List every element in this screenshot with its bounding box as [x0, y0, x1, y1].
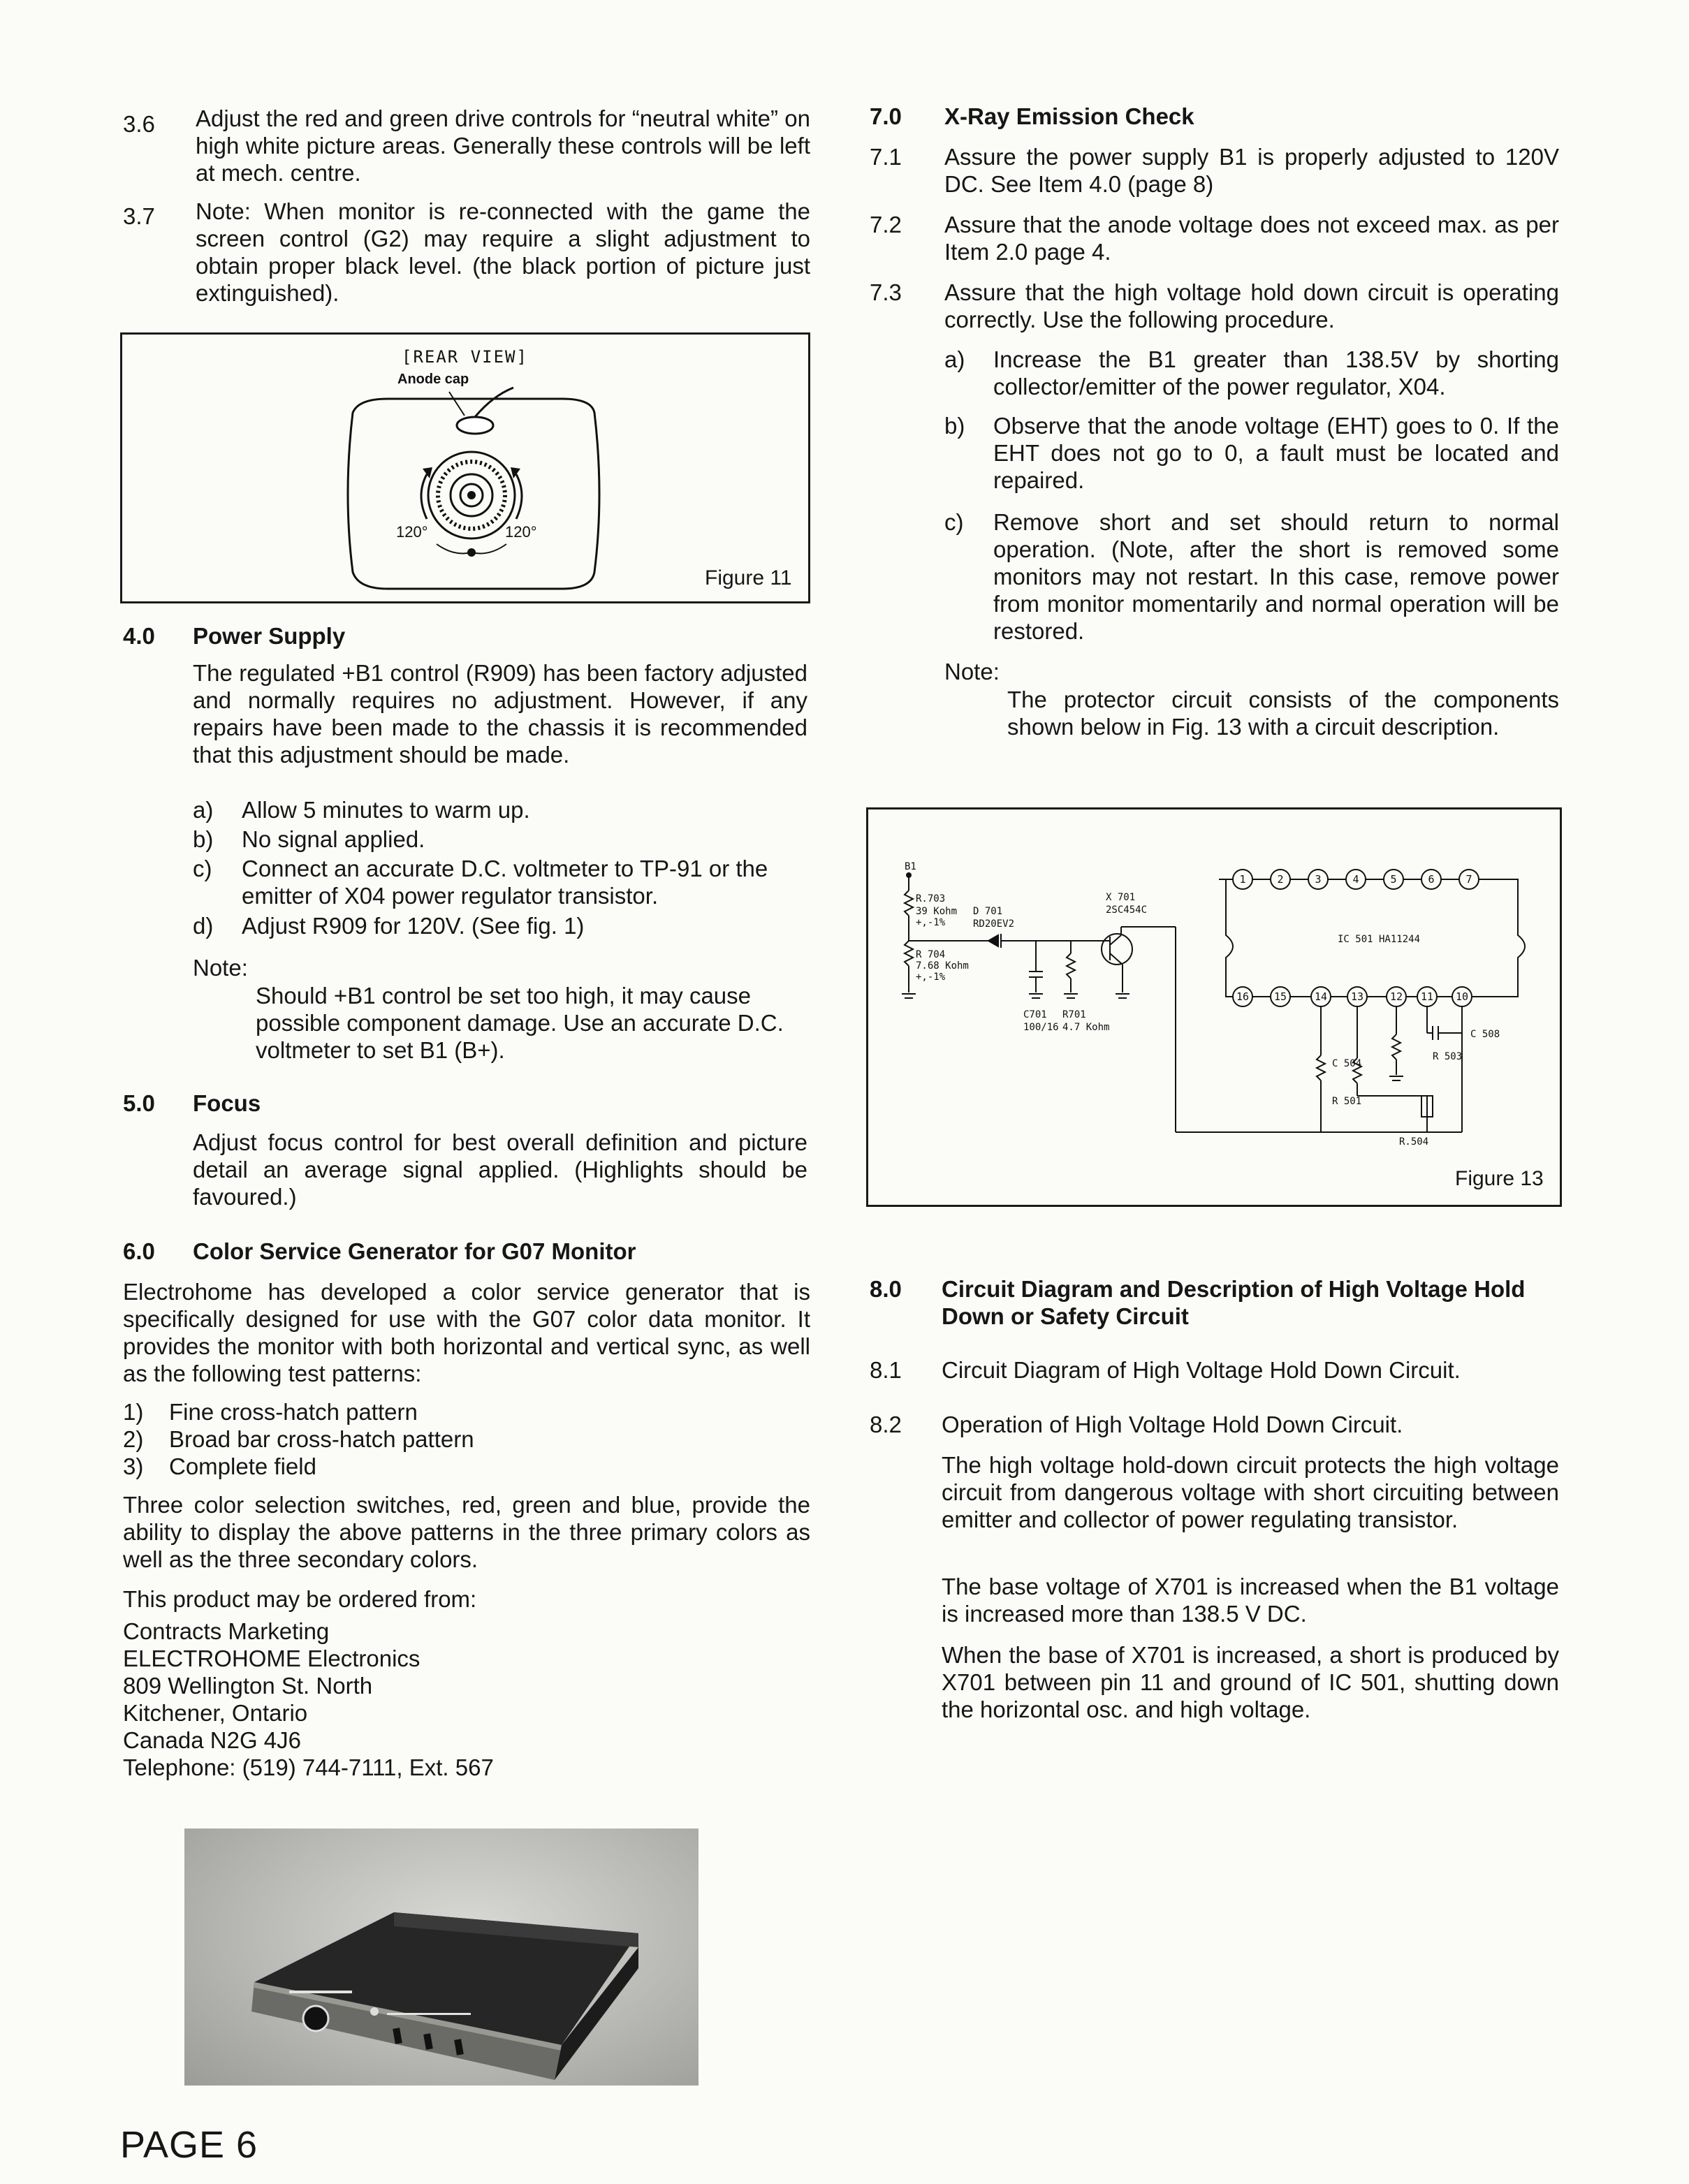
- section-7-2-text: Assure that the anode voltage does not exceed max. as per Item 2.0 page 4.: [944, 212, 1559, 265]
- section-number: 3.7: [123, 203, 155, 229]
- note-text: The protector circuit consists of the components shown below in Fig. 13 with a circuit description.: [1007, 687, 1559, 740]
- order-intro: This product may be ordered from:: [123, 1586, 477, 1612]
- section-number: 8.0: [870, 1276, 902, 1302]
- section-3-6-text: Adjust the red and green drive controls for “neutral white” on high white picture areas. Generally these controls will be left at mech. centre.: [196, 105, 810, 186]
- svg-text:39 Kohm: 39 Kohm: [916, 906, 958, 917]
- d701-label: D 701: [973, 906, 1003, 917]
- section-6-0-text: Electrohome has developed a color service generator that is specifically designed for use with the G07 color data monitor. It provides the monitor with both horizontal and vertical sync, as well as the following test patterns:: [123, 1279, 810, 1386]
- svg-text:6: 6: [1428, 873, 1435, 886]
- anode-cap: [457, 417, 493, 434]
- address-line: Canada N2G 4J6: [123, 1727, 301, 1753]
- list-label: c): [193, 856, 212, 881]
- svg-text:+,-1%: +,-1%: [916, 917, 946, 928]
- list-item: No signal applied.: [242, 826, 425, 852]
- list-label: a): [193, 797, 214, 823]
- svg-text:4.7 Kohm: 4.7 Kohm: [1062, 1022, 1110, 1033]
- section-number: 7.0: [870, 103, 902, 129]
- list-label: d): [193, 913, 214, 939]
- rear-view-label: [REAR VIEW]: [402, 347, 528, 367]
- list-label: c): [944, 509, 964, 535]
- svg-text:12: 12: [1389, 990, 1403, 1003]
- section-8-1-text: Circuit Diagram of High Voltage Hold Down Circuit.: [942, 1357, 1461, 1383]
- svg-text:+,-1%: +,-1%: [916, 972, 946, 983]
- svg-text:100/16: 100/16: [1023, 1022, 1059, 1033]
- section-8-2-p2: The base voltage of X701 is increased when the B1 voltage is increased more than 138.5 V DC.: [942, 1574, 1559, 1627]
- figure-13-caption: Figure 13: [1455, 1167, 1544, 1190]
- svg-text:5: 5: [1390, 873, 1397, 886]
- section-number: 7.1: [870, 144, 902, 170]
- address-line: Kitchener, Ontario: [123, 1700, 308, 1726]
- angle-left-label: 120°: [396, 523, 428, 541]
- section-7-0-title: X-Ray Emission Check: [944, 103, 1194, 129]
- b1-label: B1: [905, 861, 916, 872]
- ic-label: IC 501 HA11244: [1338, 934, 1421, 945]
- section-4-0-title: Power Supply: [193, 623, 346, 649]
- list-label: 2): [123, 1426, 144, 1452]
- svg-text:2SC454C: 2SC454C: [1106, 904, 1148, 916]
- angle-right-label: 120°: [505, 523, 537, 541]
- list-item: Adjust R909 for 120V. (See fig. 1): [242, 913, 585, 939]
- list-item: Complete field: [169, 1453, 316, 1479]
- address-line: Contracts Marketing: [123, 1618, 330, 1644]
- hold-down-circuit-schematic: [868, 809, 1560, 1205]
- list-item: Allow 5 minutes to warm up.: [242, 797, 530, 823]
- svg-text:16: 16: [1236, 990, 1250, 1003]
- section-8-2-text: Operation of High Voltage Hold Down Circuit.: [942, 1412, 1403, 1437]
- list-item: Fine cross-hatch pattern: [169, 1399, 418, 1425]
- x701-label: X 701: [1106, 892, 1136, 903]
- svg-text:3: 3: [1315, 873, 1322, 886]
- section-4-0-text: The regulated +B1 control (R909) has been factory adjusted and normally requires no adjustment. However, if any repairs have been made to the chassis it is recommended that this adjustment should be made.: [193, 660, 807, 768]
- svg-text:13: 13: [1350, 990, 1364, 1003]
- figure-11-caption: Figure 11: [705, 566, 792, 589]
- list-label: b): [944, 413, 965, 439]
- r504-label: R.504: [1399, 1136, 1429, 1148]
- address-line: 809 Wellington St. North: [123, 1673, 373, 1699]
- figure-11: [120, 332, 810, 603]
- list-item: Remove short and set should return to normal operation. (Note, after the short is removed some monitors may not restart. In this case, remove power from monitor momentarily and normal operation will be restored.: [993, 509, 1559, 644]
- note-label: Note:: [944, 659, 1000, 684]
- section-3-7-text: Note: When monitor is re-connected with the game the screen control (G2) may require a slight adjustment to obtain proper black level. (the black portion of picture just extinguished).: [196, 198, 810, 306]
- list-label: a): [944, 346, 965, 372]
- figure-13: [866, 807, 1562, 1207]
- svg-text:1: 1: [1239, 873, 1246, 886]
- c508-label: C 508: [1470, 1029, 1500, 1040]
- section-number: 7.2: [870, 212, 902, 237]
- section-5-0-text: Adjust focus control for best overall definition and picture detail an average signal applied. (Highlights should be favoured.): [193, 1129, 807, 1210]
- note-text: Should +B1 control be set too high, it may cause possible component damage. Use an accurate D.C. voltmeter to set B1 (B+).: [256, 983, 784, 1063]
- service-generator-photo: [184, 1828, 699, 2086]
- svg-text:7: 7: [1465, 873, 1472, 886]
- section-5-0-title: Focus: [193, 1090, 261, 1116]
- section-number: 6.0: [123, 1238, 155, 1264]
- c701-label: C701: [1023, 1009, 1047, 1020]
- list-label: 3): [123, 1453, 144, 1479]
- r703-label: R.703: [916, 893, 946, 904]
- address-line: ELECTROHOME Electronics: [123, 1646, 421, 1671]
- service-generator-device: [184, 1828, 699, 2086]
- section-8-2-p3: When the base of X701 is increased, a short is produced by X701 between pin 11 and ground of IC 501, shutting down the horizontal osc. and high voltage.: [942, 1642, 1559, 1722]
- section-number: 3.6: [123, 111, 155, 137]
- section-8-0-title: Circuit Diagram and Description of High Voltage Hold Down or Safety Circuit: [942, 1276, 1526, 1329]
- note-label: Note:: [193, 955, 248, 981]
- section-number: 4.0: [123, 623, 155, 649]
- svg-text:RD20EV2: RD20EV2: [973, 918, 1015, 930]
- section-8-2-p1: The high voltage hold-down circuit protects the high voltage circuit from dangerous voltage with short circuiting between emitter and collector of power regulating transistor.: [942, 1452, 1559, 1532]
- section-number: 7.3: [870, 279, 902, 305]
- list-label: b): [193, 826, 214, 852]
- svg-text:15: 15: [1273, 990, 1287, 1003]
- section-number: 8.2: [870, 1412, 902, 1437]
- svg-text:10: 10: [1455, 990, 1469, 1003]
- r501-label: R 501: [1332, 1096, 1362, 1107]
- list-item: Connect an accurate D.C. voltmeter to TP-91 or the emitter of X04 power regulator transistor.: [242, 856, 768, 909]
- svg-text:4: 4: [1352, 873, 1359, 886]
- section-7-1-text: Assure the power supply B1 is properly adjusted to 120V DC. See Item 4.0 (page 8): [944, 144, 1559, 197]
- section-6-0-title: Color Service Generator for G07 Monitor: [193, 1238, 636, 1264]
- list-item: Observe that the anode voltage (EHT) goes to 0. If the EHT does not go to 0, a fault must be located and repaired.: [993, 413, 1559, 493]
- anode-cap-label: Anode cap: [397, 372, 469, 387]
- section-6-0-text-2: Three color selection switches, red, green and blue, provide the ability to display the above patterns in the three primary colors as well as the three secondary colors.: [123, 1492, 810, 1572]
- r704-label: R 704: [916, 949, 946, 960]
- svg-text:2: 2: [1277, 873, 1284, 886]
- svg-text:7.68 Kohm: 7.68 Kohm: [916, 960, 969, 972]
- list-label: 1): [123, 1399, 144, 1425]
- list-item: Broad bar cross-hatch pattern: [169, 1426, 474, 1452]
- page-number: PAGE 6: [120, 2124, 258, 2166]
- section-7-3-text: Assure that the high voltage hold down circuit is operating correctly. Use the following procedure.: [944, 279, 1559, 332]
- r701-label: R701: [1062, 1009, 1086, 1020]
- section-number: 5.0: [123, 1090, 155, 1116]
- section-number: 8.1: [870, 1357, 902, 1383]
- r503-label: R 503: [1433, 1051, 1463, 1062]
- c504-label: C 504: [1332, 1058, 1362, 1069]
- rear-view-drawing: [122, 335, 808, 601]
- address-line: Telephone: (519) 744-7111, Ext. 567: [123, 1754, 494, 1780]
- svg-text:11: 11: [1420, 990, 1434, 1003]
- svg-text:14: 14: [1314, 990, 1328, 1003]
- list-item: Increase the B1 greater than 138.5V by shorting collector/emitter of the power regulator, X04.: [993, 346, 1559, 400]
